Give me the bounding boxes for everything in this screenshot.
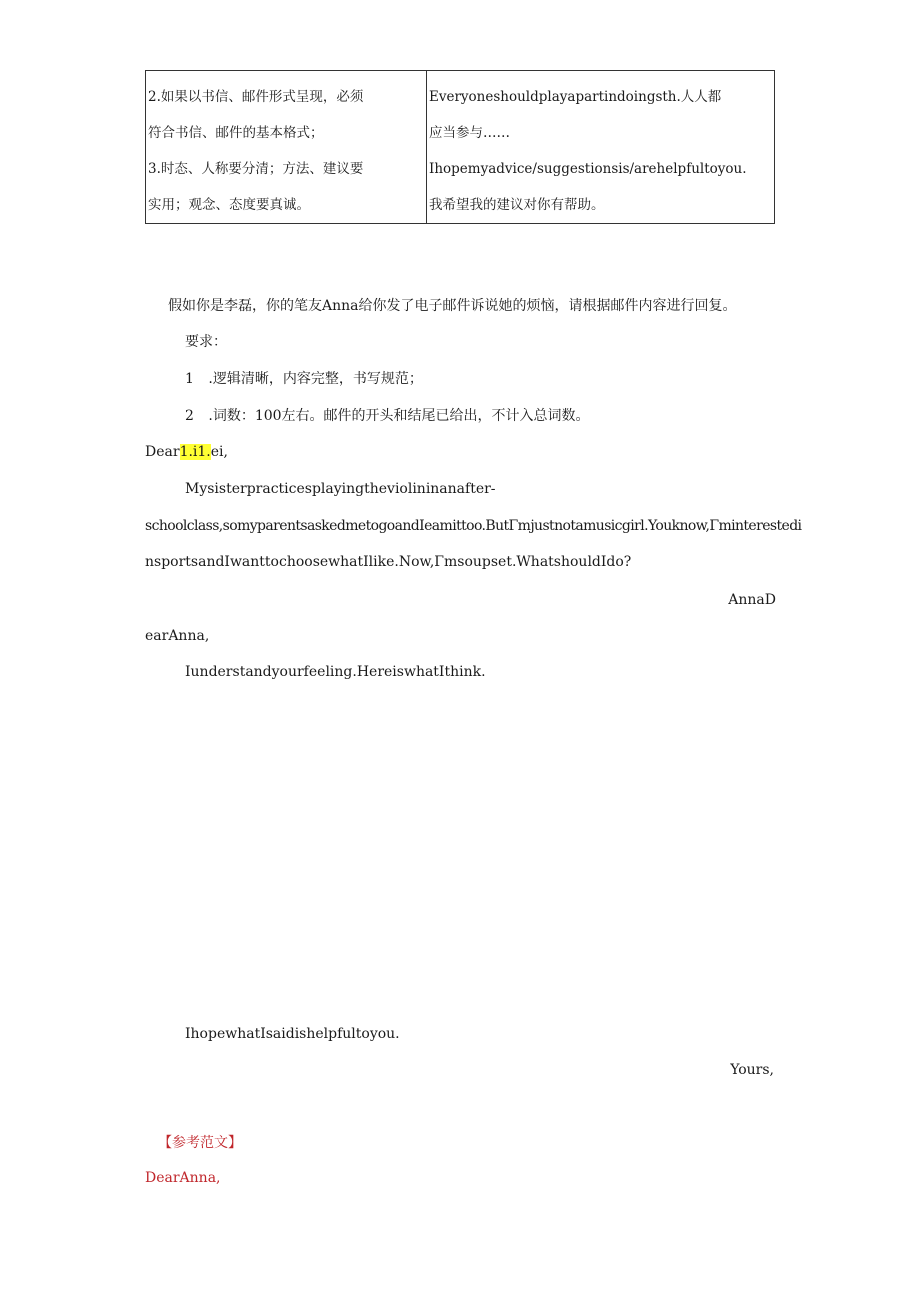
email-line-1: Mysisterpracticesplayingtheviolininanafter- [185,481,496,497]
reference-label: 【参考范文】 [158,1135,242,1151]
table-right-line: Everyoneshouldplayapartindoingsth.人人都 [429,89,722,105]
table-left-cell [146,71,427,224]
table-left-line: 2.如果以书信、邮件形式呈现，必须 [148,89,364,105]
requirement-2 [185,405,590,425]
email-line-3: nsportsandIwanttochoosewhatIlike.Now,Γmsoupset.WhatshouldIdo? [145,554,632,570]
requirement-1-text: .逻辑清晰，内容完整，书写规范； [208,371,423,387]
email-greeting-prefix: Dear [145,444,180,460]
table-right-cell [427,71,775,224]
reply-closing: IhopewhatIsaidishelpfultoyou. [185,1026,400,1042]
table-left-line: 实用；观念、态度要真诚。 [148,197,310,213]
requirement-2-number: 2 [185,408,194,424]
email-line-2: schoolclass,somyparentsaskedmetogoandIeamittoo.ButΓmjustnotamusicgirl.Youknow,Γminterestedi [145,518,802,534]
requirement-2-text: .词数：100左右。邮件的开头和结尾已给出，不计入总词数。 [208,408,590,424]
highlighted-text: 1.i1. [179,444,211,460]
table-right-line: Ihopemyadvice/suggestionsis/arehelpfultoyou. [429,161,747,177]
reply-opening: Iunderstandyourfeeling.HereiswhatIthink. [185,664,486,680]
table-left-line: 3.时态、人称要分清；方法、建议要 [148,161,364,177]
requirement-1 [185,368,423,388]
table-left-line: 符合书信、邮件的基本格式； [148,125,324,141]
table-right-line: 我希望我的建议对你有帮助。 [429,197,605,213]
reply-yours: Yours, [730,1062,774,1078]
email-greeting [145,444,228,460]
requirement-1-number: 1 [185,371,194,387]
prompt-intro: 假如你是李磊，你的笔友Anna给你发了电子邮件诉说她的烦恼，请根据邮件内容进行回复。 [168,298,737,314]
requirements-title: 要求： [185,334,227,350]
email-signoff: AnnaD [728,592,776,608]
reference-greeting: DearAnna, [145,1170,221,1186]
table-right-line: 应当参与…… [429,125,510,141]
reply-greeting: earAnna, [145,628,210,644]
email-greeting-suffix: ei, [210,444,228,460]
reference-table [145,70,775,224]
